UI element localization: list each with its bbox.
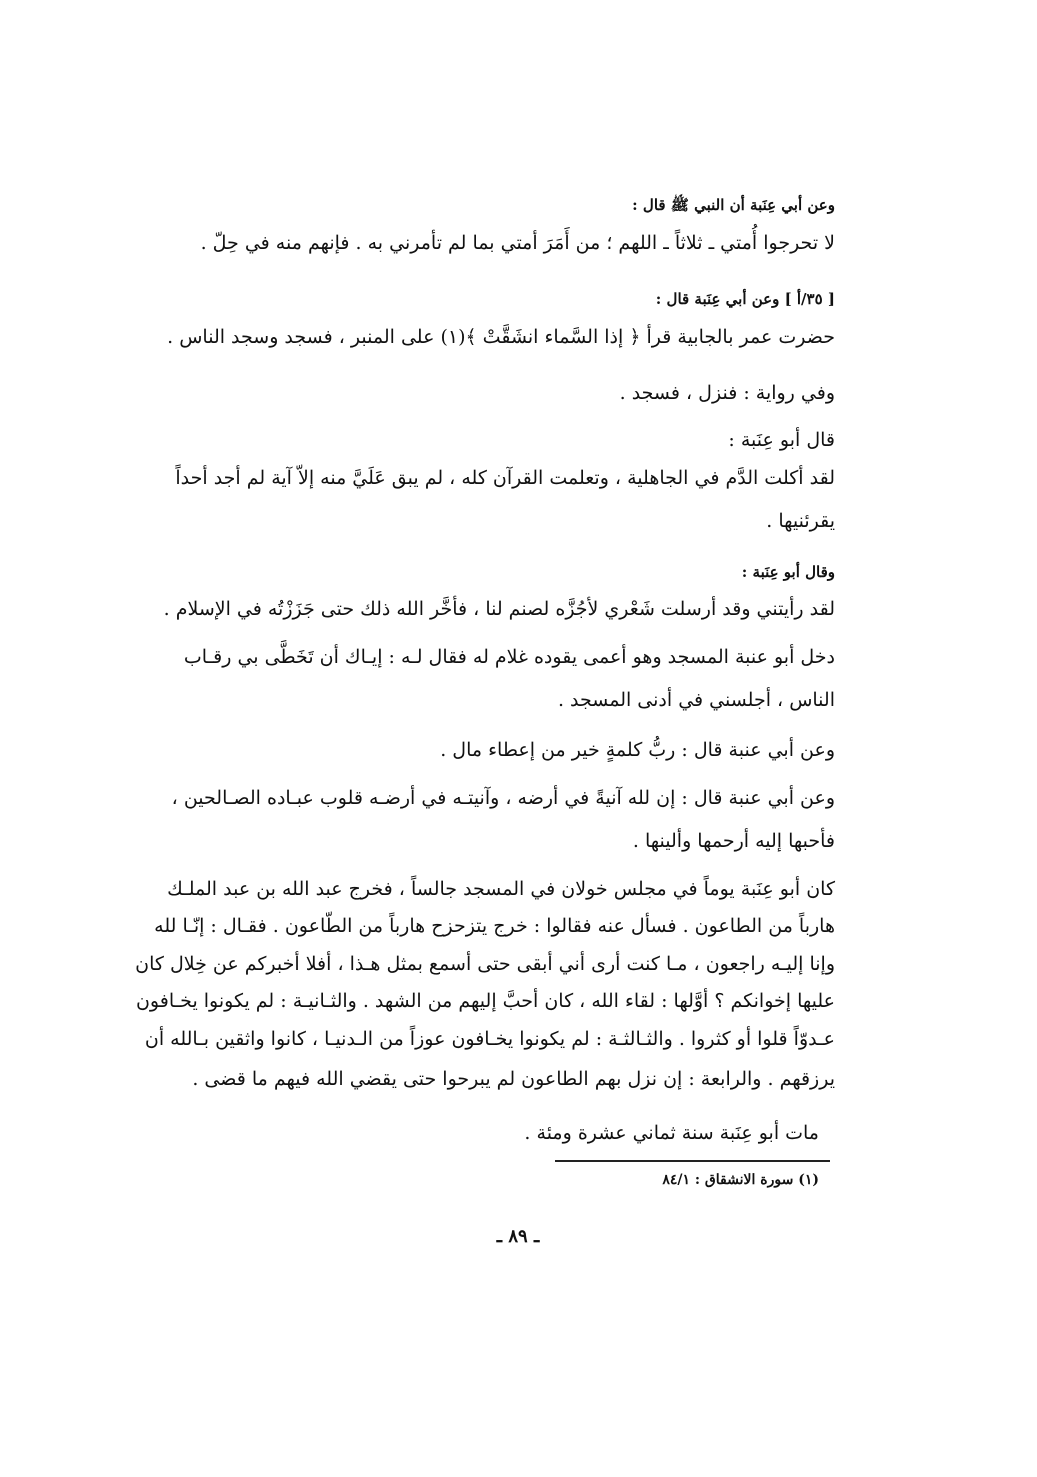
text-line: حضرت عمر بالجابية قرأ ﴿ إذا السَّماء انشَقَّتْ ﴾(١) على المنبر ، فسجد وسجد الناس . — [167, 326, 835, 348]
text-line: وقال أبو عِنَبة : — [741, 563, 835, 581]
text-line: كان أبو عِنَبة يوماً في مجلس خولان في المسجد جالساً ، فخرج عبد الله بن عبد الملـك — [167, 878, 835, 900]
text-line: عـدوّاً قلوا أو كثروا . والثـالثـة : لم يكونوا يخـافون عوزاً من الـدنيـا ، كانوا واثقين بـالله أن — [144, 1028, 835, 1050]
footnote: (١) سورة الانشقاق : ٨٤/١ — [662, 1172, 819, 1188]
text-line: [ ٣٥/أ ] وعن أبي عِنَبة قال : — [655, 290, 835, 308]
text-line: عليها إخوانكم ؟ أوَّلها : لقاء الله ، كان أحبَّ إليهم من الشهد . والثـانيـة : لم يكونوا يخـافون — [135, 990, 835, 1012]
text-line: مات أبو عِنَبة سنة ثماني عشرة ومئة . — [524, 1122, 819, 1144]
text-line: لا تحرجوا أُمتي ـ ثلاثاً ـ اللهم ؛ من أَمَرَ أمتي بما لم تأمرني به . فإنهم منه في حِلّ . — [200, 232, 835, 254]
text-line: وعن أبي عِنَبة أن النبي ﷺ قال : — [632, 196, 835, 214]
text-line: وعن أبي عنبة قال : ربُّ كلمةٍ خير من إعطاء مال . — [440, 739, 835, 761]
text-line: لقد رأيتني وقد أرسلت شَعْري لأجُزَّه لصنم لنا ، فأخَّر الله ذلك حتى جَزَزْتُه في الإسلام . — [163, 598, 835, 620]
text-line: الناس ، أجلسني في أدنى المسجد . — [557, 689, 835, 711]
text-line: قال أبو عِنَبة : — [728, 429, 835, 451]
text-line: لقد أكلت الدَّم في الجاهلية ، وتعلمت القرآن كله ، لم يبق عَلَيَّ منه إلاّ آية لم أجد أحداً — [175, 467, 835, 489]
text-line: هارباً من الطاعون . فسأل عنه فقالوا : خرج يتزحزح هارباً من الطّاعون . فقـال : إنّـا لله — [154, 915, 835, 937]
text-line: فأحبها إليه أرحمها وألينها . — [632, 830, 835, 852]
text-line: دخل أبو عنبة المسجد وهو أعمى يقوده غلام له فقال لـه : إيـاك أن تَخَطَّى بي رقـاب — [183, 646, 835, 668]
footnote-divider — [555, 1160, 830, 1162]
text-line: وإنا إليـه راجعون ، مـا كنت أرى أني أبقى حتى أسمع بمثل هـذا ، أفلا أخبركم عن خِلال كان — [135, 953, 835, 975]
text-line: وفي رواية : فنزل ، فسجد . — [619, 382, 835, 404]
text-line: يرزقهم . والرابعة : إن نزل بهم الطاعون لم يبرحوا حتى يقضي الله فيهم ما قضى . — [192, 1068, 835, 1090]
text-line: وعن أبي عنبة قال : إن لله آنيةً في أرضه ، وآنيتـه في أرضـه قلوب عبـاده الصـالحين ، — [171, 787, 835, 809]
page-number: ـ ٨٩ ـ — [496, 1226, 540, 1247]
text-line: يقرئنيها . — [766, 510, 835, 532]
